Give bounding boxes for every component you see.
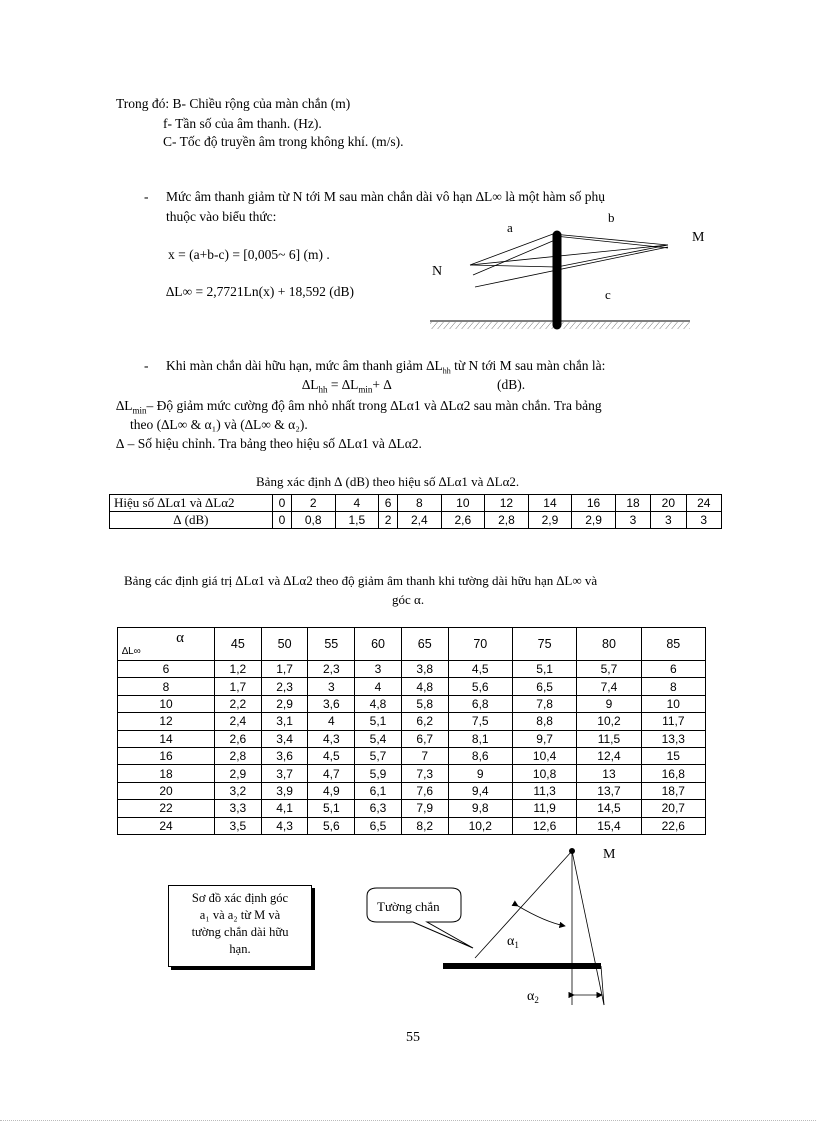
table1-row-delta: [110, 512, 722, 529]
table1-cell: 2: [379, 512, 398, 529]
table2-cell: 13: [577, 765, 641, 782]
note-line: hạn.: [229, 942, 251, 956]
barrier-diagram: [425, 210, 705, 335]
table2-row-label: 16: [118, 747, 215, 764]
table1-cell: 0: [273, 512, 292, 529]
table2-row: [118, 747, 706, 764]
table1-cell: 24: [686, 495, 721, 512]
table2-row-label: 18: [118, 765, 215, 782]
correction-table: [109, 494, 722, 529]
table1-cell: 2,9: [528, 512, 572, 529]
table2-cell: 4,3: [308, 730, 355, 747]
table2-cell: 2,3: [261, 678, 308, 695]
table2-row: [118, 730, 706, 747]
table2-cell: 15: [641, 747, 705, 764]
table2-cell: 2,2: [215, 695, 262, 712]
table2-cell: 1,2: [215, 661, 262, 678]
table2-cell: 13,3: [641, 730, 705, 747]
table2-caption-line-1: Bảng các định giá trị ∆Lα1 và ∆Lα2 theo độ giảm âm thanh khi tường dài hữu hạn ∆L∞ và: [124, 573, 598, 588]
table2-cell: 7,4: [577, 678, 641, 695]
table2-row-label: 14: [118, 730, 215, 747]
table2-header-cell: 50: [261, 628, 308, 661]
table2-cell: 5,1: [512, 661, 576, 678]
intro-line-2: f- Tần số của âm thanh. (Hz).: [163, 116, 322, 131]
table2-cell: 5,9: [355, 765, 402, 782]
angle-arc-1: [518, 906, 565, 926]
table2-cell: 5,8: [401, 695, 448, 712]
note-line: tường chắn dài hữu: [191, 925, 289, 939]
label-m: M: [692, 230, 705, 245]
label-a: a: [507, 220, 513, 235]
table2-cell: 3,8: [401, 661, 448, 678]
table2-cell: 14,5: [577, 800, 641, 817]
table2-header-cell: 65: [401, 628, 448, 661]
table2-row-label: 10: [118, 695, 215, 712]
table2-cell: 11,5: [577, 730, 641, 747]
table2-row: [118, 800, 706, 817]
table2-cell: 2,8: [215, 747, 262, 764]
table2-cell: 3: [355, 661, 402, 678]
table2-cell: 4: [355, 678, 402, 695]
table2-cell: 7,9: [401, 800, 448, 817]
note-line: a₁ và a₂ từ M và: [199, 908, 281, 922]
table2-row-label: 12: [118, 713, 215, 730]
table2-cell: 6,3: [355, 800, 402, 817]
table2-cell: 2,9: [215, 765, 262, 782]
table1-cell: 14: [528, 495, 572, 512]
table2-cell: 3,4: [261, 730, 308, 747]
page-number: 55: [406, 1030, 420, 1045]
table1-cell: 2,8: [485, 512, 529, 529]
table2-cell: 3: [308, 678, 355, 695]
table2-header-cell: 70: [448, 628, 512, 661]
table2-row-label: 8: [118, 678, 215, 695]
def-delta: ∆ – Số hiệu chỉnh. Tra bảng theo hiệu số ∆Lα1 và ∆Lα2.: [116, 436, 422, 451]
intro-line-1: Trong đó: B- Chiều rộng của màn chắn (m): [116, 96, 351, 111]
table1-cell: 10: [441, 495, 485, 512]
table2-cell: 9: [577, 695, 641, 712]
alpha-symbol: α: [176, 630, 184, 646]
table2-cell: 20,7: [641, 800, 705, 817]
table2-cell: 5,6: [448, 678, 512, 695]
table1-cell: 2: [291, 495, 335, 512]
table1-cell: 6: [379, 495, 398, 512]
table2-cell: 10: [641, 695, 705, 712]
equation-unit: (dB).: [497, 377, 526, 392]
table2-cell: 12,6: [512, 817, 576, 834]
table2-cell: 8,1: [448, 730, 512, 747]
table2-row-label: 6: [118, 661, 215, 678]
table2-row-label: 20: [118, 782, 215, 799]
table2-cell: 10,4: [512, 747, 576, 764]
table1-row-label: Hiệu số ∆Lα1 và ∆Lα2: [110, 495, 273, 512]
table1-cell: 3: [651, 512, 686, 529]
table2-cell: 4,8: [401, 678, 448, 695]
table1-cell: 20: [651, 495, 686, 512]
table1-cell: 3: [686, 512, 721, 529]
diagram-note-box: [168, 885, 312, 967]
table2-cell: 13,7: [577, 782, 641, 799]
table2-cell: 4,7: [308, 765, 355, 782]
table1-row-difference: [110, 495, 722, 512]
table2-header-row: [118, 628, 706, 661]
table2-cell: 5,7: [355, 747, 402, 764]
table1-cell: 18: [615, 495, 650, 512]
table2-cell: 2,9: [261, 695, 308, 712]
angle-diagram: [355, 840, 630, 1010]
table2-caption-line-2: góc α.: [392, 592, 425, 607]
table2-cell: 7,5: [448, 713, 512, 730]
table2-cell: 9,8: [448, 800, 512, 817]
table2-cell: 8,2: [401, 817, 448, 834]
callout-text: Tường chắn: [377, 899, 440, 914]
table1-caption: Bảng xác định ∆ (dB) theo hiệu số ∆Lα1 và ∆Lα2.: [256, 474, 520, 489]
table1-cell: 3: [615, 512, 650, 529]
table2-cell: 12,4: [577, 747, 641, 764]
table2-cell: 6,8: [448, 695, 512, 712]
table2-cell: 3,9: [261, 782, 308, 799]
formula-dl: ∆L∞ = 2,7721Ln(x) + 18,592 (dB): [166, 284, 354, 299]
label-b: b: [608, 210, 615, 225]
table2-cell: 10,2: [577, 713, 641, 730]
para1-line-2: thuộc vào biểu thức:: [166, 209, 277, 224]
table2-cell: 1,7: [215, 678, 262, 695]
table1-cell: 0,8: [291, 512, 335, 529]
table2-cell: 3,7: [261, 765, 308, 782]
table2-cell: 8,6: [448, 747, 512, 764]
table2-header-cell: 45: [215, 628, 262, 661]
table2-cell: 6,5: [512, 678, 576, 695]
table2-cell: 7: [401, 747, 448, 764]
table2-header-cell: 75: [512, 628, 576, 661]
para2-line-1: Khi màn chắn dài hữu hạn, mức âm thanh giảm $\Delta L_{hh}$ từ N tới M sau màn chắn là:: [166, 358, 606, 376]
table2-row: [118, 765, 706, 782]
bullet-2: -: [144, 358, 149, 373]
table2-cell: 6,7: [401, 730, 448, 747]
table2-cell: 2,4: [215, 713, 262, 730]
table2-cell: 16,8: [641, 765, 705, 782]
table2-header-cell: 85: [641, 628, 705, 661]
table2-cell: 11,3: [512, 782, 576, 799]
intro-line-3: C- Tốc độ truyền âm trong không khí. (m/s).: [163, 134, 404, 149]
table2-cell: 3,5: [215, 817, 262, 834]
table2-cell: 7,3: [401, 765, 448, 782]
callout-bubble: [367, 888, 473, 948]
table2-cell: 6,1: [355, 782, 402, 799]
table1-cell: 16: [572, 495, 616, 512]
table2-row: [118, 678, 706, 695]
table2-cell: 6: [641, 661, 705, 678]
para1-line-1: Mức âm thanh giảm từ N tới M sau màn chắn dài vô hạn ∆L∞ là một hàm số phụ: [166, 189, 605, 204]
table2-cell: 3,1: [261, 713, 308, 730]
table2-cell: 6,5: [355, 817, 402, 834]
table2-cell: 8,8: [512, 713, 576, 730]
table2-cell: 4,1: [261, 800, 308, 817]
table2-cell: 4,5: [308, 747, 355, 764]
table2-row-label: 22: [118, 800, 215, 817]
table2-cell: 3,6: [261, 747, 308, 764]
table2-cell: 4,9: [308, 782, 355, 799]
table1-row-label: ∆ (dB): [110, 512, 273, 529]
table2-cell: 5,1: [308, 800, 355, 817]
table2-cell: 22,6: [641, 817, 705, 834]
table2-cell: 2,6: [215, 730, 262, 747]
table2-cell: 15,4: [577, 817, 641, 834]
label-alpha-1: $\alpha_1$: [507, 934, 519, 950]
table1-cell: 2,4: [398, 512, 442, 529]
attenuation-table: [117, 627, 706, 835]
table2-cell: 1,7: [261, 661, 308, 678]
bullet-1: -: [144, 189, 149, 204]
table2-cell: 5,1: [355, 713, 402, 730]
table2-header-cell: 55: [308, 628, 355, 661]
def-lmin: $\Delta L_{min}-$ Độ giảm mức cường độ âm nhỏ nhất trong ∆Lα1 và ∆Lα2 sau màn chắn. Tra bảng: [116, 398, 602, 416]
table2-row: [118, 782, 706, 799]
table2-header-cell: 80: [577, 628, 641, 661]
table1-cell: 12: [485, 495, 529, 512]
table1-cell: 8: [398, 495, 442, 512]
note-line: Sơ đồ xác định góc: [191, 891, 289, 905]
table2-row-label: 24: [118, 817, 215, 834]
table2-cell: 9,4: [448, 782, 512, 799]
table2-cell: 5,6: [308, 817, 355, 834]
table2-row: [118, 817, 706, 834]
table1-cell: 2,6: [441, 512, 485, 529]
table2-row: [118, 713, 706, 730]
table2-cell: 5,7: [577, 661, 641, 678]
table2-cell: 11,9: [512, 800, 576, 817]
table1-cell: 0: [273, 495, 292, 512]
table2-cell: 6,2: [401, 713, 448, 730]
table2-cell: 9: [448, 765, 512, 782]
table2-cell: 3,3: [215, 800, 262, 817]
table2-cell: 4,8: [355, 695, 402, 712]
table2-cell: 11,7: [641, 713, 705, 730]
table2-cell: 3,6: [308, 695, 355, 712]
table2-cell: 4,5: [448, 661, 512, 678]
label-alpha-2: $\alpha_2$: [527, 989, 539, 1005]
table1-cell: 1,5: [335, 512, 379, 529]
table2-cell: 2,3: [308, 661, 355, 678]
formula-x: x = (a+b-c) = [0,005~ 6] (m) .: [168, 247, 330, 262]
label-c: c: [605, 287, 611, 302]
table2-cell: 5,4: [355, 730, 402, 747]
table2-row: [118, 661, 706, 678]
delta-l-inf-symbol: ∆L∞: [122, 646, 141, 657]
table2-header-cell: 60: [355, 628, 402, 661]
label-n: N: [432, 264, 443, 279]
label-m: M: [603, 847, 616, 862]
table2-cell: 18,7: [641, 782, 705, 799]
table2-cell: 10,8: [512, 765, 576, 782]
table2-cell: 10,2: [448, 817, 512, 834]
table2-cell: 4,3: [261, 817, 308, 834]
table2-row: [118, 695, 706, 712]
equation-lhh: $\Delta L_{hh} = \Delta L_{min}+$ ∆: [302, 377, 392, 395]
table2-cell: 3,2: [215, 782, 262, 799]
table2-corner-cell: [118, 628, 215, 661]
table1-cell: 2,9: [572, 512, 616, 529]
table2-cell: 4: [308, 713, 355, 730]
def-lmin-line-2: theo (∆L∞ & α₁) và (∆L∞ & α₂).: [130, 417, 308, 432]
table2-cell: 9,7: [512, 730, 576, 747]
table2-cell: 8: [641, 678, 705, 695]
table2-cell: 7,6: [401, 782, 448, 799]
table2-cell: 7,8: [512, 695, 576, 712]
table1-cell: 4: [335, 495, 379, 512]
footer-divider: [0, 1120, 816, 1121]
